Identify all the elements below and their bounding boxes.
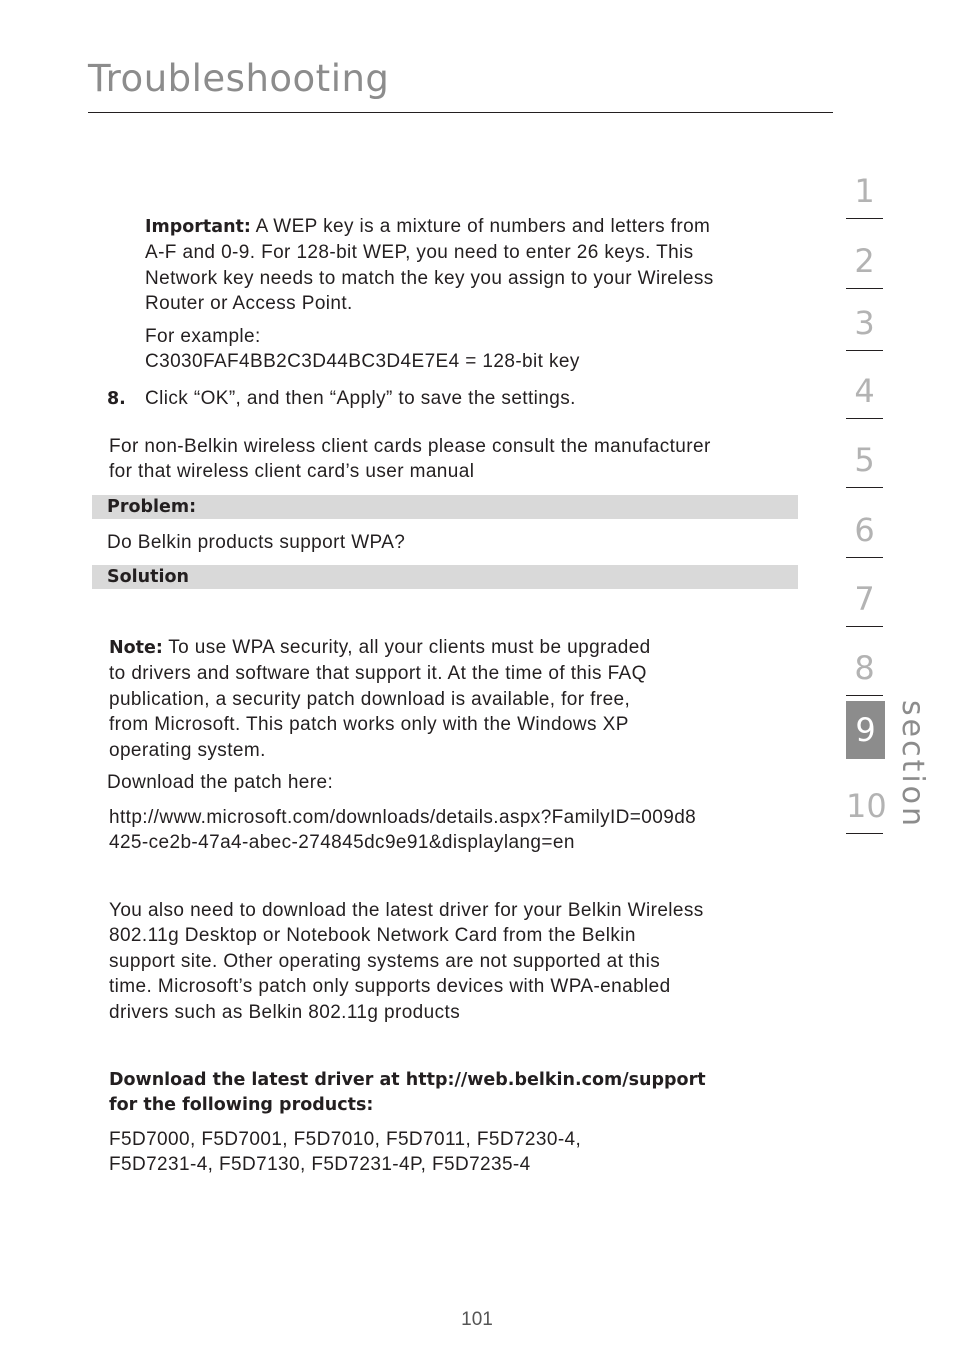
download-driver-heading: Download the latest driver at http://web.belkin.com/support for the following products: (109, 1070, 706, 1116)
solution-label: Solution (107, 567, 189, 587)
section-2[interactable]: 2 (846, 222, 883, 289)
driver-info-paragraph: You also need to download the latest driver for your Belkin Wireless 802.11g Desktop or Notebook Network Card from the Belkin support site. Other operating systems are not supported at this time. Microsoft’s patch only supports devices with WPA-enabled drivers such as Belkin 802.11g products (109, 900, 704, 1023)
note-label: Note: (109, 638, 163, 658)
non-belkin-paragraph: For non-Belkin wireless client cards please consult the manufacturer for that wireless client card’s user manual (109, 436, 711, 483)
page-number: 101 (461, 1309, 493, 1330)
solution-bar (92, 565, 798, 589)
patch-url-link[interactable]: http://www.microsoft.com/downloads/details.aspx?FamilyID=009d8 425-ce2b-47a4-abec-274845dc9e91&displaylang=en (109, 807, 697, 854)
section-6[interactable]: 6 (846, 491, 883, 558)
note-text: To use WPA security, all your clients must be upgraded to drivers and software that support it. At the time of this FAQ publication, a security patch download is available, for free, from Microsoft. This patch works only with the Windows XP operating system. (109, 637, 651, 761)
section-4[interactable]: 4 (846, 352, 883, 419)
step-8-text: Click “OK”, and then “Apply” to save the settings. (145, 388, 576, 409)
important-text: A WEP key is a mixture of numbers and letters from A-F and 0-9. For 128-bit WEP, you need to enter 26 keys. This Network key needs to match the key you assign to your Wireless Router or Access Point. (145, 216, 714, 315)
important-paragraph (145, 214, 815, 317)
example-paragraph: For example: C3030FAF4BB2C3D44BC3D4E7E4 = 128-bit key (145, 326, 580, 373)
section-label: section (895, 700, 930, 830)
step-number: 8. (107, 389, 126, 409)
note-paragraph (109, 635, 809, 763)
section-5[interactable]: 5 (846, 421, 883, 488)
problem-bar (92, 495, 798, 519)
download-patch-label: Download the patch here: (107, 772, 334, 793)
problem-label: Problem: (107, 497, 197, 517)
section-8[interactable]: 8 (846, 629, 883, 696)
section-7[interactable]: 7 (846, 560, 883, 627)
section-10[interactable]: 10 (846, 767, 883, 834)
section-3[interactable]: 3 (846, 284, 883, 351)
important-label: Important: (145, 217, 251, 237)
product-list: F5D7000, F5D7001, F5D7010, F5D7011, F5D7230-4, F5D7231-4, F5D7130, F5D7231-4P, F5D7235-4 (109, 1129, 582, 1176)
page-title: Troubleshooting (88, 57, 390, 100)
section-1[interactable]: 1 (846, 152, 883, 219)
section-9[interactable]: 9 (855, 711, 876, 749)
title-rule (88, 112, 833, 113)
problem-text: Do Belkin products support WPA? (107, 532, 406, 553)
